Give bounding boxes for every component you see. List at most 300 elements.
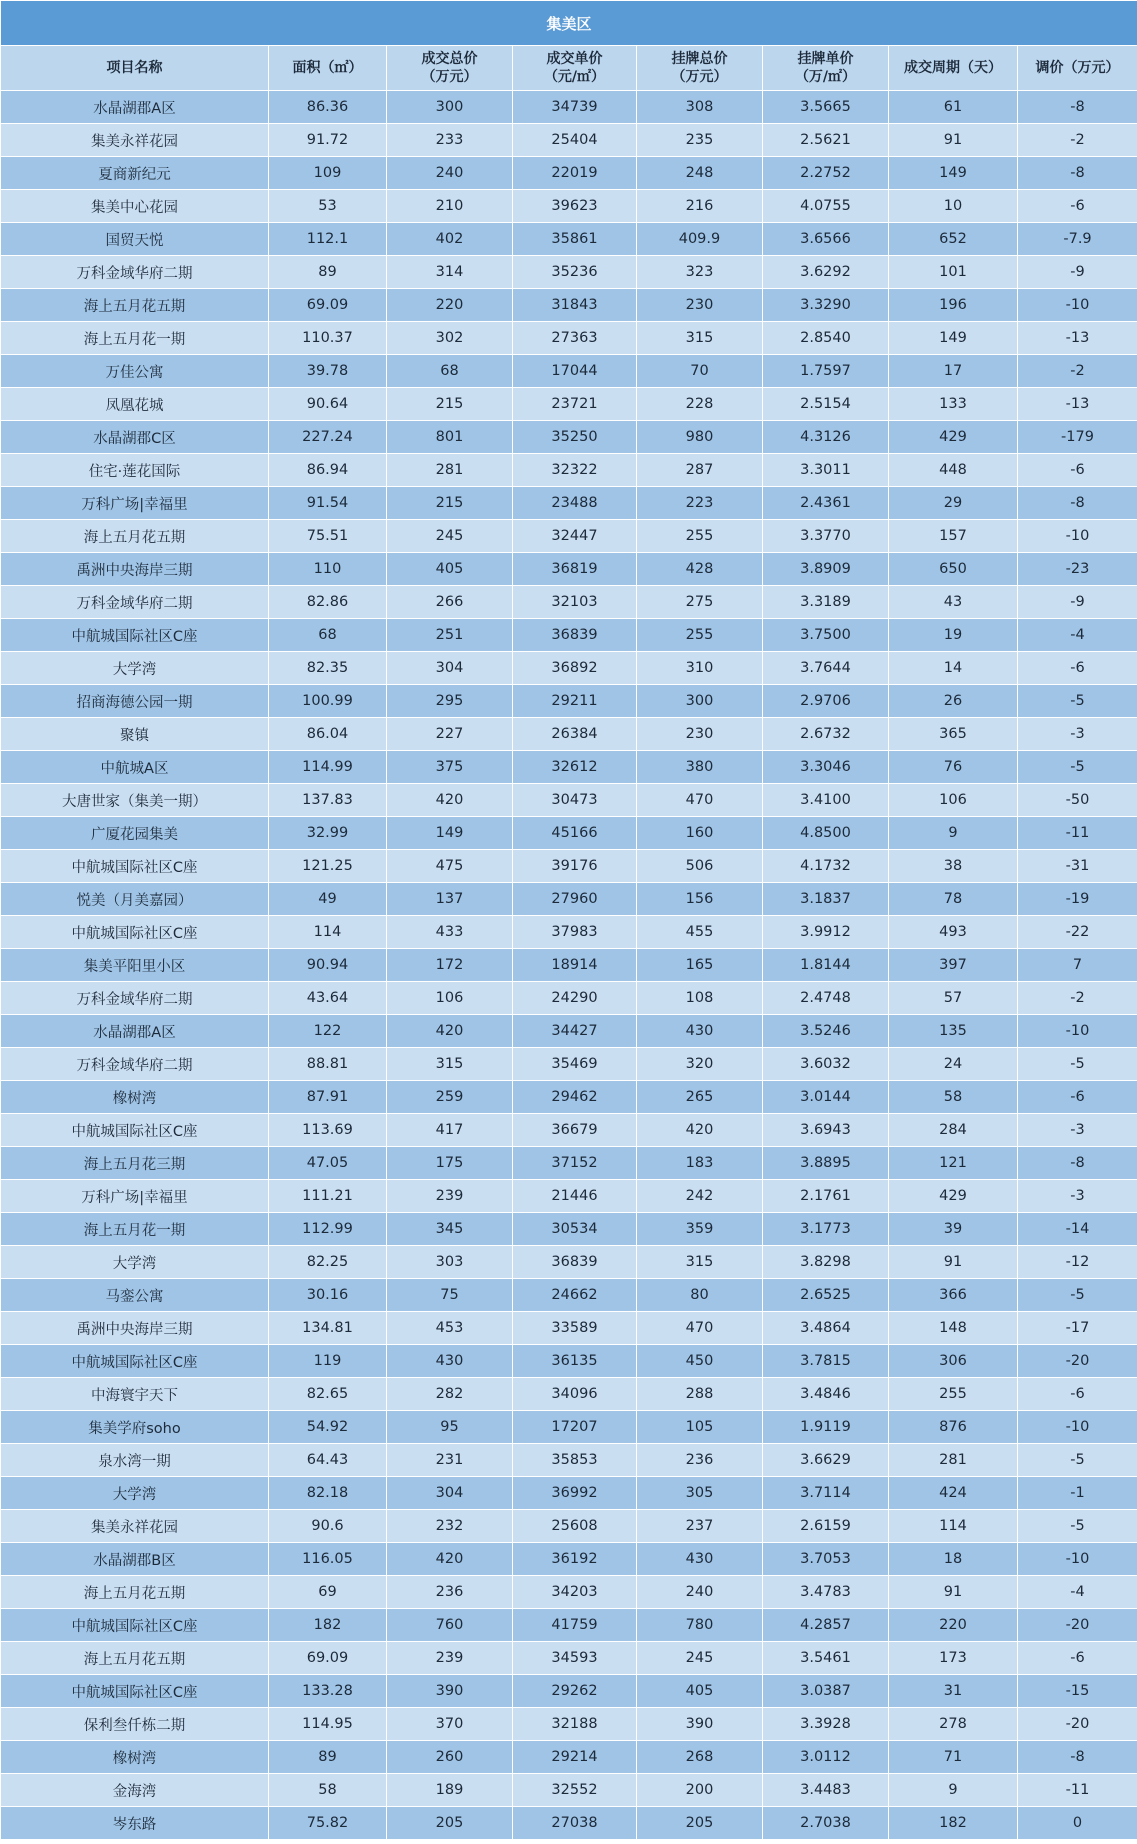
table-cell-project-name: 国贸天悦 (1, 223, 269, 256)
table-cell-deal-cycle: 18 (889, 1543, 1018, 1576)
table-row (1, 1279, 1137, 1312)
table-cell-deal-total-price: 300 (387, 91, 513, 124)
table-cell-deal-cycle: 255 (889, 1378, 1018, 1411)
table-cell-deal-cycle: 149 (889, 322, 1018, 355)
table-cell-deal-cycle: 14 (889, 652, 1018, 685)
table-cell-list-total-price: 287 (637, 454, 763, 487)
table-cell-list-total-price: 780 (637, 1609, 763, 1642)
table-cell-deal-total-price: 227 (387, 718, 513, 751)
table-cell-list-unit-price: 3.3770 (763, 520, 889, 553)
table-cell-list-total-price: 405 (637, 1675, 763, 1708)
table-cell-list-unit-price: 2.1761 (763, 1180, 889, 1213)
table-row (1, 850, 1137, 883)
table-cell-list-unit-price: 3.7644 (763, 652, 889, 685)
table-cell-deal-total-price: 402 (387, 223, 513, 256)
table-cell-list-unit-price: 3.1773 (763, 1213, 889, 1246)
table-cell-list-unit-price: 3.0112 (763, 1741, 889, 1774)
table-cell-price-adjustment: -11 (1018, 817, 1137, 850)
table-cell-price-adjustment: -5 (1018, 1510, 1137, 1543)
table-cell-list-unit-price: 2.6732 (763, 718, 889, 751)
table-cell-deal-cycle: 196 (889, 289, 1018, 322)
table-cell-project-name: 中航城国际社区C座 (1, 1675, 269, 1708)
table-cell-project-name: 万佳公寓 (1, 355, 269, 388)
table-cell-deal-cycle: 24 (889, 1048, 1018, 1081)
table-cell-deal-total-price: 75 (387, 1279, 513, 1312)
table-cell-deal-unit-price: 36192 (513, 1543, 637, 1576)
table-cell-price-adjustment: -19 (1018, 883, 1137, 916)
table-cell-list-unit-price: 3.3046 (763, 751, 889, 784)
table-cell-area: 91.72 (269, 124, 387, 157)
table-cell-deal-cycle: 135 (889, 1015, 1018, 1048)
table-cell-area: 111.21 (269, 1180, 387, 1213)
table-cell-deal-cycle: 157 (889, 520, 1018, 553)
table-row (1, 1378, 1137, 1411)
table-cell-deal-cycle: 306 (889, 1345, 1018, 1378)
table-cell-deal-unit-price: 32612 (513, 751, 637, 784)
table-cell-deal-total-price: 433 (387, 916, 513, 949)
table-cell-deal-unit-price: 37983 (513, 916, 637, 949)
table-cell-project-name: 万科金域华府二期 (1, 1048, 269, 1081)
table-cell-deal-unit-price: 32552 (513, 1774, 637, 1807)
table-cell-deal-cycle: 220 (889, 1609, 1018, 1642)
column-header-line: 挂牌总价 (671, 51, 728, 67)
table-cell-deal-unit-price: 36819 (513, 553, 637, 586)
table-cell-deal-unit-price: 35250 (513, 421, 637, 454)
table-cell-list-unit-price: 2.5621 (763, 124, 889, 157)
table-cell-area: 113.69 (269, 1114, 387, 1147)
table-cell-price-adjustment: -8 (1018, 91, 1137, 124)
column-header-list-unit-price (763, 46, 889, 91)
column-header-project-name (1, 46, 269, 91)
table-cell-deal-total-price: 239 (387, 1180, 513, 1213)
table-cell-area: 86.36 (269, 91, 387, 124)
table-cell-project-name: 聚镇 (1, 718, 269, 751)
table-cell-area: 112.99 (269, 1213, 387, 1246)
table-row (1, 1741, 1137, 1774)
table-row (1, 388, 1137, 421)
table-cell-list-unit-price: 4.3126 (763, 421, 889, 454)
table-cell-project-name: 万科金域华府二期 (1, 256, 269, 289)
table-cell-list-total-price: 248 (637, 157, 763, 190)
table-cell-list-unit-price: 3.6629 (763, 1444, 889, 1477)
table-cell-area: 90.94 (269, 949, 387, 982)
table-cell-price-adjustment: -5 (1018, 1444, 1137, 1477)
table-cell-list-total-price: 455 (637, 916, 763, 949)
column-header-line: 调价（万元） (1035, 60, 1120, 76)
table-cell-price-adjustment: -9 (1018, 586, 1137, 619)
table-cell-deal-unit-price: 26384 (513, 718, 637, 751)
table-cell-list-total-price: 230 (637, 718, 763, 751)
table-cell-deal-unit-price: 29262 (513, 1675, 637, 1708)
table-row (1, 355, 1137, 388)
table-cell-deal-total-price: 106 (387, 982, 513, 1015)
table-cell-area: 86.94 (269, 454, 387, 487)
table-cell-list-unit-price: 3.5246 (763, 1015, 889, 1048)
table-cell-deal-cycle: 57 (889, 982, 1018, 1015)
table-cell-area: 133.28 (269, 1675, 387, 1708)
table-cell-list-total-price: 430 (637, 1543, 763, 1576)
table-row (1, 223, 1137, 256)
table-row (1, 1774, 1137, 1807)
table-row (1, 487, 1137, 520)
table-row (1, 520, 1137, 553)
table-cell-price-adjustment: -2 (1018, 124, 1137, 157)
table-cell-deal-cycle: 652 (889, 223, 1018, 256)
table-cell-area: 69.09 (269, 1642, 387, 1675)
table-cell-deal-unit-price: 25404 (513, 124, 637, 157)
table-cell-deal-cycle: 493 (889, 916, 1018, 949)
table-cell-project-name: 中航城A区 (1, 751, 269, 784)
table-cell-list-unit-price: 3.6032 (763, 1048, 889, 1081)
table-cell-project-name: 夏商新纪元 (1, 157, 269, 190)
table-cell-list-total-price: 430 (637, 1015, 763, 1048)
table-cell-list-total-price: 183 (637, 1147, 763, 1180)
table-cell-list-total-price: 390 (637, 1708, 763, 1741)
table-cell-project-name: 海上五月花一期 (1, 1213, 269, 1246)
table-row (1, 784, 1137, 817)
table-row (1, 817, 1137, 850)
table-cell-deal-total-price: 175 (387, 1147, 513, 1180)
table-cell-area: 89 (269, 1741, 387, 1774)
table-cell-list-total-price: 315 (637, 1246, 763, 1279)
table-row (1, 1642, 1137, 1675)
table-cell-area: 47.05 (269, 1147, 387, 1180)
table-cell-price-adjustment: -20 (1018, 1345, 1137, 1378)
table-cell-list-unit-price: 3.4483 (763, 1774, 889, 1807)
table-cell-price-adjustment: -10 (1018, 289, 1137, 322)
table-cell-deal-unit-price: 36992 (513, 1477, 637, 1510)
table-cell-deal-unit-price: 30473 (513, 784, 637, 817)
table-cell-area: 69.09 (269, 289, 387, 322)
table-row (1, 685, 1137, 718)
table-cell-list-total-price: 308 (637, 91, 763, 124)
table-cell-deal-unit-price: 25608 (513, 1510, 637, 1543)
table-cell-deal-unit-price: 36135 (513, 1345, 637, 1378)
table-cell-project-name: 橡树湾 (1, 1081, 269, 1114)
table-cell-list-total-price: 245 (637, 1642, 763, 1675)
table-cell-list-unit-price: 3.0144 (763, 1081, 889, 1114)
table-cell-project-name: 中航城国际社区C座 (1, 1345, 269, 1378)
table-row (1, 1807, 1137, 1840)
table-cell-list-total-price: 240 (637, 1576, 763, 1609)
table-cell-list-total-price: 315 (637, 322, 763, 355)
table-cell-list-unit-price: 4.2857 (763, 1609, 889, 1642)
table-row (1, 1048, 1137, 1081)
table-cell-deal-total-price: 232 (387, 1510, 513, 1543)
table-cell-deal-total-price: 239 (387, 1642, 513, 1675)
table-row (1, 751, 1137, 784)
table-cell-list-total-price: 450 (637, 1345, 763, 1378)
table-cell-deal-cycle: 281 (889, 1444, 1018, 1477)
table-cell-area: 114 (269, 916, 387, 949)
table-cell-project-name: 海上五月花一期 (1, 322, 269, 355)
column-header-area (269, 46, 387, 91)
table-cell-list-total-price: 265 (637, 1081, 763, 1114)
table-cell-deal-total-price: 475 (387, 850, 513, 883)
table-cell-area: 134.81 (269, 1312, 387, 1345)
table-cell-price-adjustment: -8 (1018, 1741, 1137, 1774)
table-cell-deal-total-price: 801 (387, 421, 513, 454)
table-cell-deal-cycle: 29 (889, 487, 1018, 520)
table-cell-price-adjustment: -5 (1018, 751, 1137, 784)
table-cell-deal-unit-price: 32447 (513, 520, 637, 553)
table-cell-deal-cycle: 17 (889, 355, 1018, 388)
table-cell-deal-total-price: 251 (387, 619, 513, 652)
table-cell-area: 90.64 (269, 388, 387, 421)
table-cell-deal-unit-price: 18914 (513, 949, 637, 982)
table-cell-deal-total-price: 315 (387, 1048, 513, 1081)
table-cell-deal-total-price: 245 (387, 520, 513, 553)
table-cell-project-name: 万科广场|幸福里 (1, 487, 269, 520)
table-cell-list-unit-price: 2.9706 (763, 685, 889, 718)
table-cell-price-adjustment: -8 (1018, 157, 1137, 190)
table-cell-project-name: 大学湾 (1, 652, 269, 685)
table-cell-deal-unit-price: 41759 (513, 1609, 637, 1642)
table-row (1, 916, 1137, 949)
table-cell-list-total-price: 275 (637, 586, 763, 619)
table-cell-list-unit-price: 2.7038 (763, 1807, 889, 1840)
table-cell-deal-cycle: 173 (889, 1642, 1018, 1675)
table-cell-project-name: 集美平阳里小区 (1, 949, 269, 982)
table-row (1, 1609, 1137, 1642)
table-row (1, 1576, 1137, 1609)
table-cell-list-unit-price: 3.3928 (763, 1708, 889, 1741)
table-row (1, 1477, 1137, 1510)
table-cell-deal-cycle: 876 (889, 1411, 1018, 1444)
table-cell-deal-cycle: 31 (889, 1675, 1018, 1708)
table-cell-area: 39.78 (269, 355, 387, 388)
table-cell-project-name: 海上五月花三期 (1, 1147, 269, 1180)
table-cell-list-unit-price: 3.8895 (763, 1147, 889, 1180)
table-cell-project-name: 万科金域华府二期 (1, 982, 269, 1015)
table-cell-deal-cycle: 366 (889, 1279, 1018, 1312)
table-cell-area: 53 (269, 190, 387, 223)
table-cell-deal-total-price: 233 (387, 124, 513, 157)
table-cell-list-total-price: 323 (637, 256, 763, 289)
table-cell-price-adjustment: -10 (1018, 1411, 1137, 1444)
table-cell-list-total-price: 506 (637, 850, 763, 883)
table-cell-deal-total-price: 260 (387, 1741, 513, 1774)
table-cell-deal-cycle: 424 (889, 1477, 1018, 1510)
table-cell-area: 90.6 (269, 1510, 387, 1543)
table-cell-price-adjustment: -12 (1018, 1246, 1137, 1279)
table-row (1, 1444, 1137, 1477)
table-cell-deal-total-price: 266 (387, 586, 513, 619)
table-cell-project-name: 集美永祥花园 (1, 1510, 269, 1543)
table-cell-project-name: 大学湾 (1, 1246, 269, 1279)
table-cell-price-adjustment: -13 (1018, 322, 1137, 355)
table-cell-price-adjustment: -10 (1018, 1543, 1137, 1576)
table-row (1, 1180, 1137, 1213)
table-cell-project-name: 水晶湖郡C区 (1, 421, 269, 454)
table-cell-deal-total-price: 210 (387, 190, 513, 223)
table-cell-project-name: 大唐世家（集美一期） (1, 784, 269, 817)
table-cell-list-total-price: 359 (637, 1213, 763, 1246)
table-cell-area: 30.16 (269, 1279, 387, 1312)
table-title-row (1, 1, 1137, 46)
table-cell-list-unit-price: 3.8298 (763, 1246, 889, 1279)
table-cell-deal-cycle: 429 (889, 421, 1018, 454)
table-cell-price-adjustment: -2 (1018, 355, 1137, 388)
table-cell-list-unit-price: 1.7597 (763, 355, 889, 388)
table-cell-deal-total-price: 390 (387, 1675, 513, 1708)
table-cell-list-total-price: 380 (637, 751, 763, 784)
table-cell-price-adjustment: -5 (1018, 685, 1137, 718)
table-cell-project-name: 水晶湖郡A区 (1, 1015, 269, 1048)
column-header-line: 成交单价 (546, 51, 603, 67)
table-cell-deal-cycle: 149 (889, 157, 1018, 190)
table-cell-deal-unit-price: 39176 (513, 850, 637, 883)
table-cell-price-adjustment: -5 (1018, 1279, 1137, 1312)
table-cell-deal-total-price: 304 (387, 1477, 513, 1510)
table-cell-list-total-price: 242 (637, 1180, 763, 1213)
table-row (1, 421, 1137, 454)
table-cell-price-adjustment: -179 (1018, 421, 1137, 454)
table-cell-price-adjustment: -13 (1018, 388, 1137, 421)
table-row (1, 883, 1137, 916)
table-cell-list-total-price: 230 (637, 289, 763, 322)
table-cell-deal-unit-price: 21446 (513, 1180, 637, 1213)
column-header-deal-total-price (387, 46, 513, 91)
table-cell-deal-total-price: 302 (387, 322, 513, 355)
table-cell-area: 88.81 (269, 1048, 387, 1081)
table-row (1, 322, 1137, 355)
table-row (1, 157, 1137, 190)
table-cell-list-unit-price: 3.4783 (763, 1576, 889, 1609)
table-cell-area: 114.99 (269, 751, 387, 784)
table-cell-list-total-price: 268 (637, 1741, 763, 1774)
table-cell-deal-unit-price: 32322 (513, 454, 637, 487)
table-cell-deal-unit-price: 24290 (513, 982, 637, 1015)
table-cell-deal-cycle: 133 (889, 388, 1018, 421)
table-cell-deal-unit-price: 45166 (513, 817, 637, 850)
table-cell-project-name: 招商海德公园一期 (1, 685, 269, 718)
table-cell-deal-unit-price: 37152 (513, 1147, 637, 1180)
table-cell-list-total-price: 160 (637, 817, 763, 850)
table-cell-area: 86.04 (269, 718, 387, 751)
table-cell-deal-total-price: 420 (387, 1543, 513, 1576)
table-cell-deal-total-price: 760 (387, 1609, 513, 1642)
table-cell-list-unit-price: 3.6943 (763, 1114, 889, 1147)
table-cell-list-unit-price: 3.3011 (763, 454, 889, 487)
table-cell-deal-unit-price: 32103 (513, 586, 637, 619)
table-cell-deal-total-price: 420 (387, 1015, 513, 1048)
table-cell-deal-cycle: 9 (889, 817, 1018, 850)
table-cell-deal-cycle: 284 (889, 1114, 1018, 1147)
table-row (1, 1147, 1137, 1180)
table-row (1, 1543, 1137, 1576)
table-cell-deal-unit-price: 34739 (513, 91, 637, 124)
column-header-line: （万元） (671, 69, 728, 85)
table-cell-price-adjustment: -2 (1018, 982, 1137, 1015)
table-cell-deal-cycle: 101 (889, 256, 1018, 289)
table-cell-project-name: 水晶湖郡B区 (1, 1543, 269, 1576)
table-cell-deal-cycle: 9 (889, 1774, 1018, 1807)
table-cell-deal-cycle: 106 (889, 784, 1018, 817)
table-cell-area: 89 (269, 256, 387, 289)
table-cell-area: 91.54 (269, 487, 387, 520)
table-cell-deal-unit-price: 27363 (513, 322, 637, 355)
table-cell-deal-cycle: 365 (889, 718, 1018, 751)
table-cell-area: 122 (269, 1015, 387, 1048)
table-cell-deal-cycle: 91 (889, 1576, 1018, 1609)
table-cell-price-adjustment: -10 (1018, 1015, 1137, 1048)
table-cell-area: 137.83 (269, 784, 387, 817)
table-row (1, 1708, 1137, 1741)
table-cell-project-name: 海上五月花五期 (1, 289, 269, 322)
table-cell-project-name: 中航城国际社区C座 (1, 619, 269, 652)
column-header-line: 项目名称 (106, 60, 163, 76)
table-cell-deal-total-price: 137 (387, 883, 513, 916)
table-cell-deal-unit-price: 29214 (513, 1741, 637, 1774)
table-cell-area: 32.99 (269, 817, 387, 850)
table-cell-price-adjustment: -8 (1018, 487, 1137, 520)
table-cell-list-total-price: 216 (637, 190, 763, 223)
table-cell-deal-cycle: 429 (889, 1180, 1018, 1213)
table-cell-list-unit-price: 3.9912 (763, 916, 889, 949)
table-cell-list-unit-price: 4.0755 (763, 190, 889, 223)
table-cell-price-adjustment: -6 (1018, 454, 1137, 487)
table-cell-price-adjustment: -6 (1018, 190, 1137, 223)
table-cell-price-adjustment: -31 (1018, 850, 1137, 883)
table-cell-deal-total-price: 295 (387, 685, 513, 718)
table-cell-deal-unit-price: 36839 (513, 619, 637, 652)
table-cell-list-unit-price: 3.6566 (763, 223, 889, 256)
table-cell-deal-cycle: 397 (889, 949, 1018, 982)
table-cell-list-unit-price: 1.9119 (763, 1411, 889, 1444)
table-cell-area: 82.25 (269, 1246, 387, 1279)
table-cell-area: 82.65 (269, 1378, 387, 1411)
table-row (1, 718, 1137, 751)
column-header-line: 成交总价 (421, 51, 478, 67)
table-cell-deal-total-price: 345 (387, 1213, 513, 1246)
table-cell-list-unit-price: 3.0387 (763, 1675, 889, 1708)
table-cell-deal-total-price: 68 (387, 355, 513, 388)
table-cell-deal-unit-price: 29462 (513, 1081, 637, 1114)
table-cell-deal-total-price: 417 (387, 1114, 513, 1147)
table-cell-deal-total-price: 370 (387, 1708, 513, 1741)
table-cell-project-name: 凤凰花城 (1, 388, 269, 421)
table-cell-deal-unit-price: 34096 (513, 1378, 637, 1411)
table-cell-list-total-price: 288 (637, 1378, 763, 1411)
table-row (1, 1213, 1137, 1246)
table-cell-deal-total-price: 149 (387, 817, 513, 850)
table-cell-price-adjustment: -3 (1018, 1114, 1137, 1147)
column-header-price-adjustment (1018, 46, 1137, 91)
table-cell-list-unit-price: 3.5665 (763, 91, 889, 124)
table-cell-area: 82.86 (269, 586, 387, 619)
table-cell-list-total-price: 80 (637, 1279, 763, 1312)
table-row (1, 91, 1137, 124)
table-cell-project-name: 禹洲中央海岸三期 (1, 1312, 269, 1345)
table-cell-price-adjustment: -11 (1018, 1774, 1137, 1807)
table-cell-list-unit-price: 3.7500 (763, 619, 889, 652)
table-cell-deal-cycle: 448 (889, 454, 1018, 487)
table-cell-deal-total-price: 430 (387, 1345, 513, 1378)
table-cell-list-unit-price: 3.4100 (763, 784, 889, 817)
table-cell-deal-total-price: 215 (387, 388, 513, 421)
column-header-list-total-price (637, 46, 763, 91)
table-cell-deal-cycle: 121 (889, 1147, 1018, 1180)
table-cell-deal-total-price: 205 (387, 1807, 513, 1840)
table-cell-project-name: 中航城国际社区C座 (1, 916, 269, 949)
table-cell-deal-unit-price: 17207 (513, 1411, 637, 1444)
table-cell-area: 182 (269, 1609, 387, 1642)
table-cell-area: 114.95 (269, 1708, 387, 1741)
table-row (1, 190, 1137, 223)
table-cell-deal-cycle: 148 (889, 1312, 1018, 1345)
table-cell-project-name: 泉水湾一期 (1, 1444, 269, 1477)
